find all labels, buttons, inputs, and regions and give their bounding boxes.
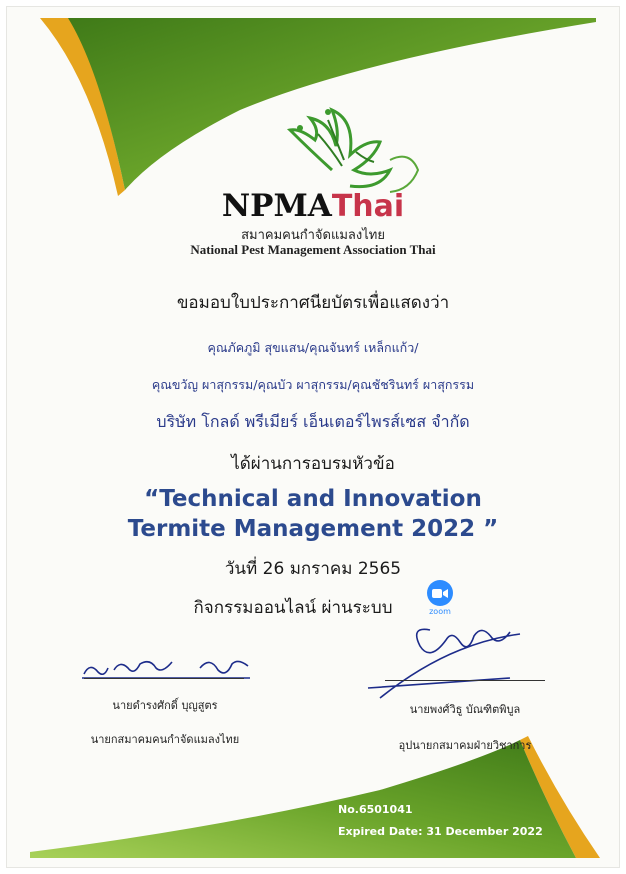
bottom-green-band <box>30 740 576 858</box>
recipient-names-line2: คุณขวัญ ผาสุกรรม/คุณบัว ผาสุกรรม/คุณชัชรินทร์ ผาสุกรรม <box>151 377 475 392</box>
zoom-label: zoom <box>429 607 451 616</box>
course-title-line2: Termite Management 2022 ” <box>127 516 499 542</box>
assoc-english-name: National Pest Management Association Thai <box>190 242 436 257</box>
passed-training-text: ได้ผ่านการอบรมหัวข้อ <box>231 454 395 474</box>
left-signer-name: นายดำรงศักดิ์ บุญสูตร <box>112 699 218 712</box>
left-signer-title: นายกสมาคมคนกำจัดแมลงไทย <box>90 733 240 746</box>
right-signer-name: นายพงศ์วิธู บัณฑิตพิบูล <box>409 703 521 716</box>
left-signature-icon <box>80 648 260 688</box>
course-title-line1: “Technical and Innovation <box>144 486 482 512</box>
logo-wordmark <box>0 188 626 224</box>
right-signature-icon <box>360 616 560 706</box>
assoc-thai-name: สมาคมคนกำจัดแมลงไทย <box>241 228 385 243</box>
certificate-number: No.6501041 <box>338 803 413 816</box>
right-signature-line <box>385 680 545 681</box>
right-signer-title: อุปนายกสมาคมฝ่ายวิชาการ <box>398 739 532 752</box>
zoom-logo <box>420 580 460 616</box>
video-camera-icon <box>427 580 453 606</box>
recipient-names-line1: คุณภัคภูมิ สุขแสน/คุณจันทร์ เหล็กแก้ว/ <box>207 340 419 355</box>
expiry-date: Expired Date: 31 December 2022 <box>338 825 543 838</box>
online-activity-text: กิจกรรมออนไลน์ ผ่านระบบ <box>193 598 393 618</box>
company-name: บริษัท โกลด์ พรีเมียร์ เอ็นเตอร์ไพรส์เซส จำกัด <box>156 412 470 431</box>
butterfly-logo-icon <box>270 100 420 200</box>
certificate-intro: ขอมอบใบประกาศนียบัตรเพื่อแสดงว่า <box>176 293 450 313</box>
training-date: วันที่ 26 มกราคม 2565 <box>224 559 402 579</box>
left-signature-line <box>84 678 244 679</box>
logo-np-text: NPMA <box>221 188 332 224</box>
logo-thai-text: Thai <box>331 189 405 224</box>
